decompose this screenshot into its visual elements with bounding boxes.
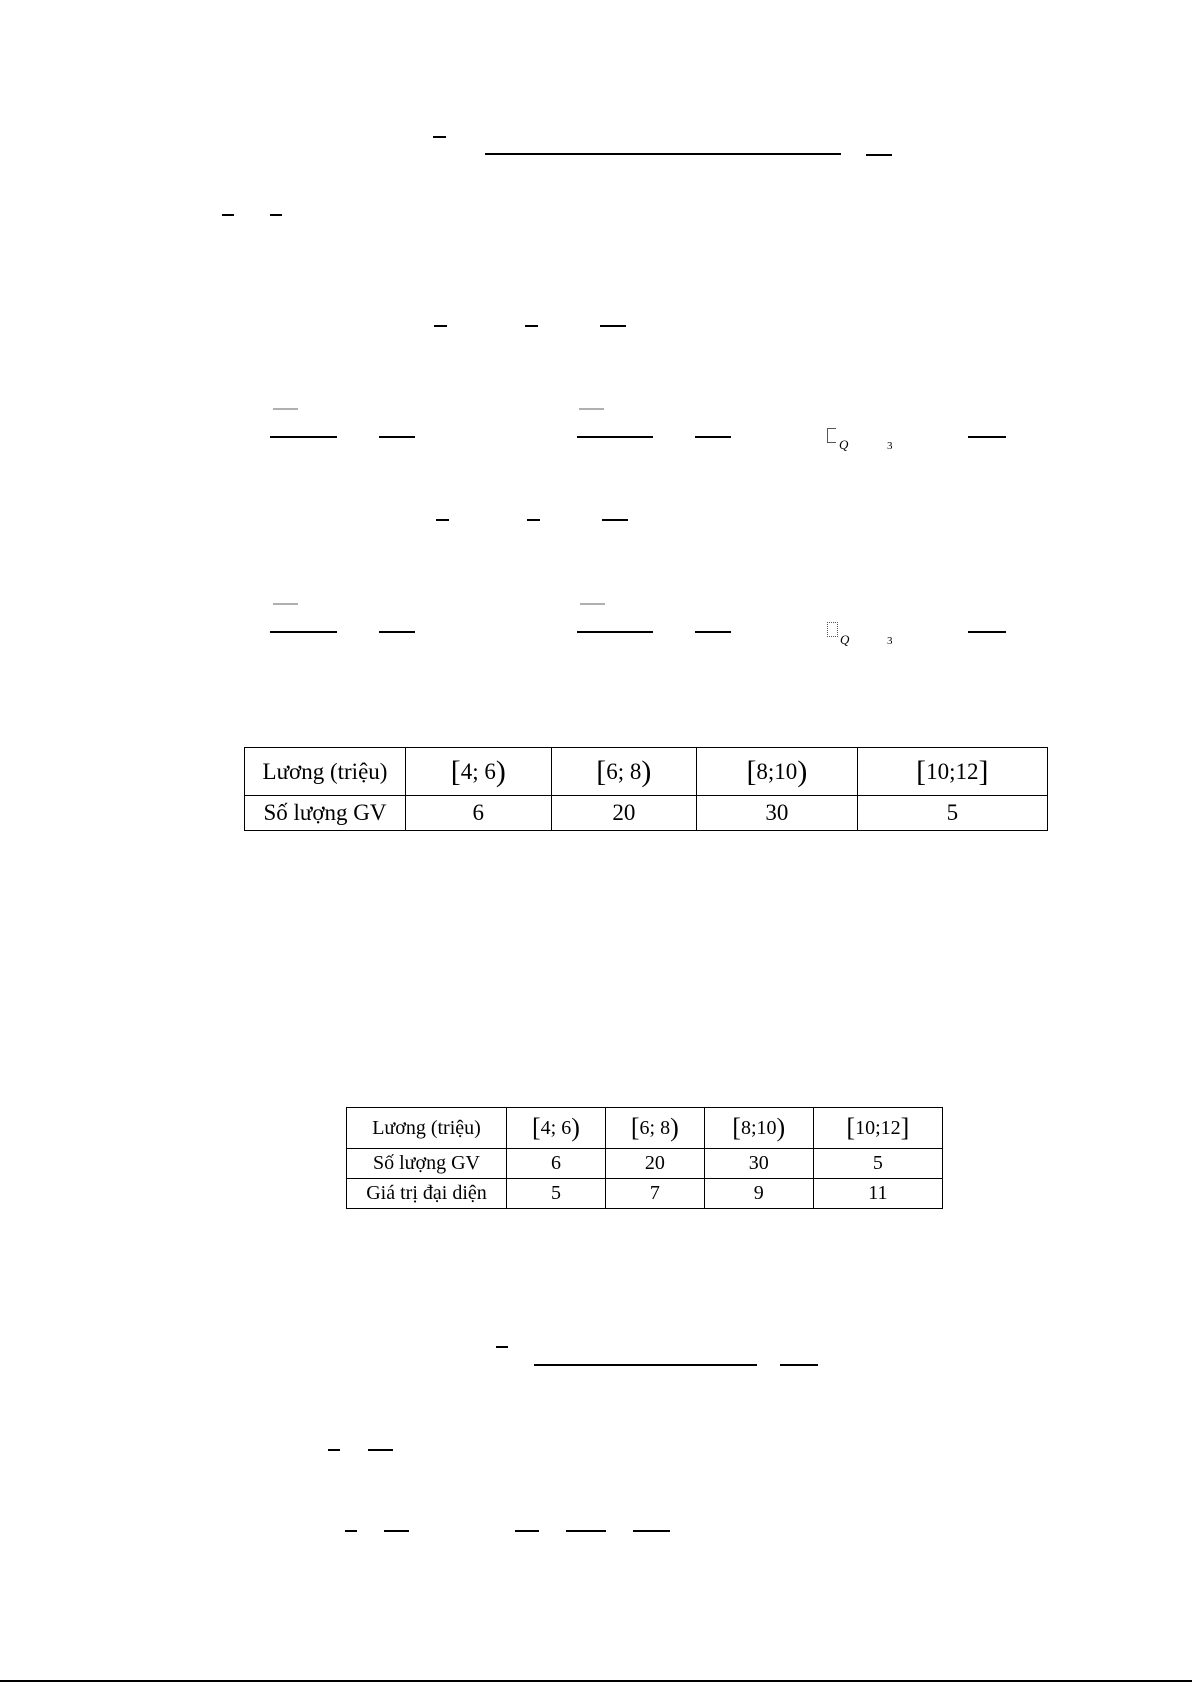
count-cell: 5: [857, 796, 1047, 831]
count-cell: 6: [406, 796, 552, 831]
row-label: Số lượng GV: [347, 1149, 507, 1179]
row-label: Giá trị đại diện: [347, 1179, 507, 1209]
interval-cell: [10;12]: [857, 748, 1047, 796]
fraction-bar: [602, 519, 628, 521]
fraction-bar: [968, 436, 1006, 438]
overline-mark: [270, 214, 282, 216]
rep-cell: 11: [813, 1179, 942, 1209]
fraction-bar: [379, 631, 415, 633]
salary-table-with-midpoints: [346, 1107, 943, 1209]
overline-mark: [345, 1530, 357, 1532]
subscript-q: Q: [840, 632, 850, 647]
missing-glyph-box: [827, 428, 836, 443]
count-cell: 20: [551, 796, 697, 831]
fraction-bar: [695, 436, 731, 438]
fraction-bar: [577, 631, 653, 633]
count-cell: 30: [704, 1149, 813, 1179]
rep-cell: 5: [507, 1179, 606, 1209]
index-3: 3: [887, 440, 893, 452]
index-3: 3: [887, 635, 893, 647]
fraction-bar: [515, 1530, 539, 1532]
table-row: [347, 1179, 943, 1209]
header-cell: Lương (triệu): [347, 1108, 507, 1149]
fraction-bar: [600, 325, 626, 327]
fraction-bar: [485, 153, 841, 155]
interval-cell: [6; 8): [551, 748, 697, 796]
interval-cell: [8;10): [704, 1108, 813, 1149]
overline-mark: [433, 136, 446, 138]
fraction-bar: [866, 154, 892, 156]
header-cell: Lương (triệu): [245, 748, 406, 796]
count-cell: 20: [605, 1149, 704, 1179]
overline-mark: [434, 325, 447, 327]
overline-mark: [222, 214, 234, 216]
overline-mark: [273, 603, 298, 605]
fraction-bar: [577, 436, 653, 438]
missing-glyph-box: [827, 622, 838, 637]
fraction-bar: [270, 631, 337, 633]
interval-cell: [4; 6): [507, 1108, 606, 1149]
interval-cell: [4; 6): [406, 748, 552, 796]
fraction-bar: [384, 1530, 409, 1532]
fraction-bar: [968, 631, 1006, 633]
table-row: [347, 1149, 943, 1179]
page-bottom-rule: [0, 1680, 1192, 1682]
fraction-bar: [270, 436, 337, 438]
overline-mark: [579, 408, 604, 410]
fraction-bar: [695, 631, 731, 633]
interval-cell: [6; 8): [605, 1108, 704, 1149]
table-row: [347, 1108, 943, 1149]
subscript-q: Q: [839, 437, 849, 452]
row-label: Số lượng GV: [245, 796, 406, 831]
fraction-bar: [379, 436, 415, 438]
fraction-bar: [780, 1364, 818, 1366]
rep-cell: 7: [605, 1179, 704, 1209]
count-cell: 30: [697, 796, 858, 831]
fraction-bar: [566, 1530, 606, 1532]
table-row: [245, 796, 1048, 831]
overline-mark: [436, 519, 449, 521]
overline-mark: [525, 325, 538, 327]
salary-table: [244, 747, 1048, 831]
overline-mark: [527, 519, 540, 521]
fraction-bar: [633, 1530, 670, 1532]
interval-cell: [10;12]: [813, 1108, 942, 1149]
overline-mark: [580, 603, 605, 605]
fraction-bar: [368, 1449, 393, 1451]
interval-cell: [8;10): [697, 748, 858, 796]
count-cell: 5: [813, 1149, 942, 1179]
overline-mark: [273, 408, 298, 410]
overline-mark: [496, 1346, 508, 1348]
fraction-bar: [534, 1364, 757, 1366]
overline-mark: [328, 1449, 340, 1451]
table-row: [245, 748, 1048, 796]
count-cell: 6: [507, 1149, 606, 1179]
rep-cell: 9: [704, 1179, 813, 1209]
